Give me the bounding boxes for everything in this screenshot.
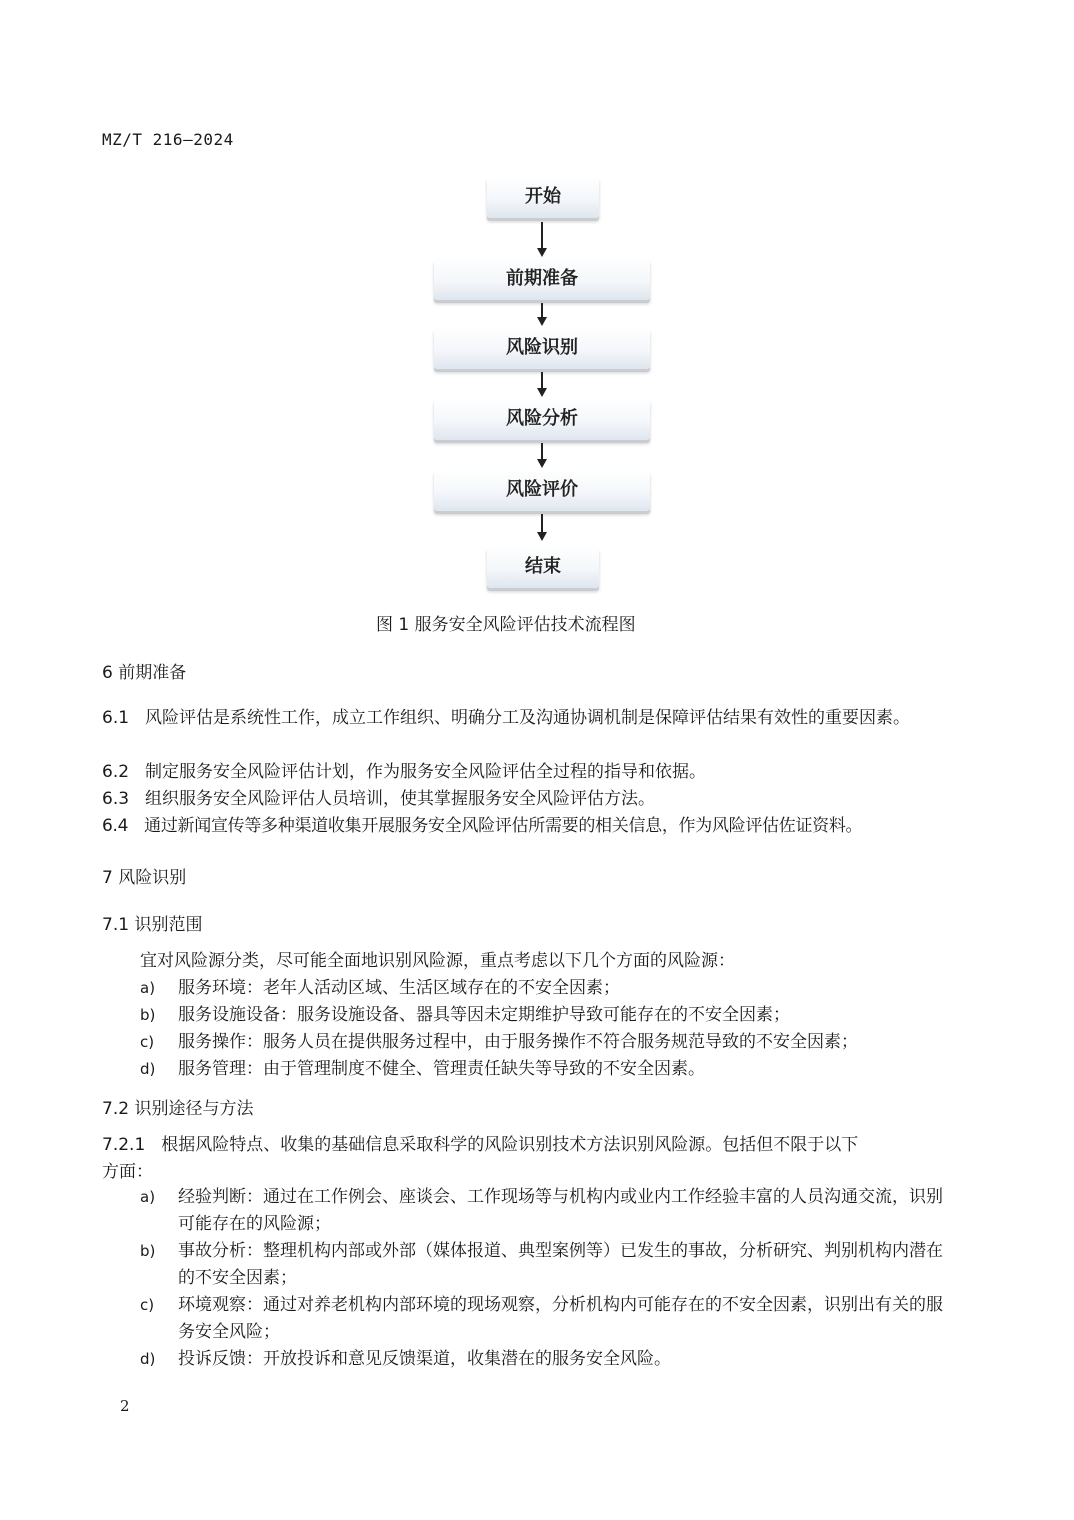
flow-arrowhead [537, 459, 547, 468]
section-7-2-heading: 7.2 识别途径与方法 [102, 1099, 254, 1119]
paragraph-7-2-1-continuation: 方面： [102, 1162, 153, 1182]
clause-number: 7.2.1 [102, 1135, 146, 1155]
list-item [140, 973, 620, 998]
clause-text: 通过新闻宣传等多种渠道收集开展服务安全风险评估所需要的相关信息，作为风险评估佐证资料。 [144, 816, 863, 836]
clause-number: 6.2 [102, 762, 130, 782]
clause-text: 根据风险特点、收集的基础信息采取科学的风险识别技术方法识别风险源。包括但不限于以下 [161, 1135, 859, 1155]
clause-number: 6.1 [102, 708, 130, 728]
list-text: 投诉反馈：开放投诉和意见反馈渠道，收集潜在的服务安全风险。 [178, 1349, 671, 1369]
flow-arrowhead [537, 388, 547, 397]
list-item [140, 1238, 952, 1292]
list-text: 服务操作：服务人员在提供服务过程中，由于服务操作不符合服务规范导致的不安全因素； [178, 1032, 858, 1052]
flow-step-end: 结束 [487, 546, 599, 588]
clause-number: 6.3 [102, 789, 130, 809]
list-text: 事故分析：整理机构内部或外部（媒体报道、典型案例等）已发生的事故，分析研究、判别机构内潜在的不安全因素； [178, 1241, 943, 1288]
list-item [140, 1184, 952, 1238]
section-6-heading: 6 前期准备 [102, 663, 187, 683]
list-text: 经验判断：通过在工作例会、座谈会、工作现场等与机构内或业内工作经验丰富的人员沟通交流，识别可能存在的风险源； [178, 1187, 943, 1234]
flow-step-analysis: 风险分析 [434, 398, 650, 440]
clause-text: 制定服务安全风险评估计划，作为服务安全风险评估全过程的指导和依据。 [145, 762, 707, 782]
paragraph-7-2-1 [102, 1130, 858, 1155]
section-7-heading: 7 风险识别 [102, 868, 187, 888]
section-7-1-heading: 7.1 识别范围 [102, 915, 203, 935]
list-label: c) [140, 1296, 155, 1314]
clause-text: 组织服务安全风险评估人员培训，使其掌握服务安全风险评估方法。 [145, 789, 656, 809]
flow-step-evaluation: 风险评价 [434, 469, 650, 511]
list-item [140, 1054, 705, 1079]
flow-step-start: 开始 [487, 176, 599, 218]
flow-step-identification: 风险识别 [434, 327, 650, 369]
list-label: d) [140, 1060, 156, 1078]
flow-arrowhead [537, 248, 547, 257]
list-item [140, 1292, 952, 1346]
list-label: b) [140, 1006, 156, 1024]
list-text: 服务设施设备：服务设施设备、器具等因未定期维护导致可能存在的不安全因素； [178, 1005, 790, 1025]
clause-text: 风险评估是系统性工作，成立工作组织、明确分工及沟通协调机制是保障评估结果有效性的重要因素。 [145, 708, 911, 728]
list-label: a) [140, 979, 156, 997]
list-label: b) [140, 1242, 156, 1260]
list-item [140, 1000, 790, 1025]
clause-number: 6.4 [102, 816, 129, 836]
list-text: 环境观察：通过对养老机构内部环境的现场观察，分析机构内可能存在的不安全因素，识别出有关的服务安全风险； [178, 1295, 943, 1342]
page-number: 2 [120, 1397, 130, 1415]
list-text: 服务环境：老年人活动区域、生活区域存在的不安全因素； [178, 978, 620, 998]
paragraph-6-4 [102, 813, 972, 840]
figure-caption: 图 1 服务安全风险评估技术流程图 [376, 615, 636, 635]
flow-arrowhead [537, 532, 547, 541]
list-label: c) [140, 1033, 155, 1051]
list-label: a) [140, 1188, 156, 1206]
flow-arrowhead [537, 317, 547, 326]
list-text: 服务管理：由于管理制度不健全、管理责任缺失等导致的不安全因素。 [178, 1059, 705, 1079]
paragraph-6-2 [102, 759, 952, 786]
flow-step-preparation: 前期准备 [434, 258, 650, 300]
section-7-1-intro: 宜对风险源分类，尽可能全面地识别风险源，重点考虑以下几个方面的风险源： [140, 951, 735, 971]
paragraph-6-3 [102, 786, 952, 813]
list-item [140, 1027, 858, 1052]
list-item [140, 1346, 952, 1373]
list-label: d) [140, 1350, 156, 1368]
document-number: MZ/T 216—2024 [102, 130, 234, 149]
paragraph-6-1 [102, 705, 952, 732]
